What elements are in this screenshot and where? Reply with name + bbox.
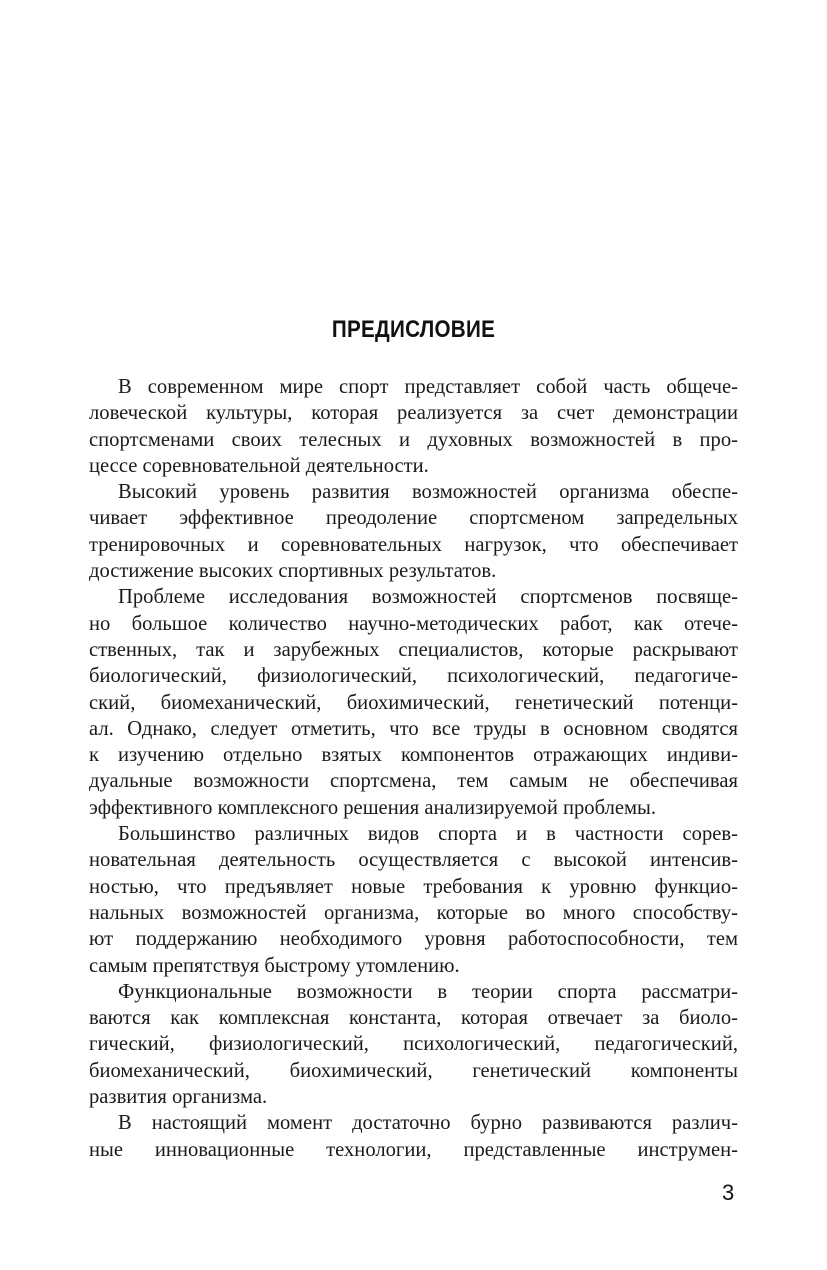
text-line: новательная деятельность осуществляется с высокой интенсив- — [89, 849, 738, 872]
paragraph — [89, 584, 738, 821]
paragraph — [89, 1110, 738, 1163]
text-line: ский, биомеханический, биохимический, генетический потенци- — [89, 691, 738, 714]
text-line: ют поддержанию необходимого уровня работоспособности, тем — [89, 928, 738, 951]
paragraph — [89, 979, 738, 1110]
text-line: биологический, физиологический, психологический, педагогиче- — [89, 665, 738, 688]
body-text — [89, 374, 738, 1163]
text-line: достижение высоких спортивных результатов. — [89, 560, 497, 583]
text-line: чивает эффективное преодоление спортсменом запредельных — [89, 507, 738, 530]
text-line: ностью, что предъявляет новые требования к уровню функцио- — [89, 875, 738, 898]
chapter-title: ПРЕДИСЛОВИЕ — [331, 316, 496, 343]
text-line: развития организма. — [89, 1086, 268, 1109]
text-line: ал. Однако, следует отметить, что все труды в основном сводятся — [89, 717, 738, 740]
text-line: ваются как комплексная константа, которая отвечает за биоло- — [89, 1007, 738, 1030]
text-line: тренировочных и соревновательных нагрузок, что обеспечивает — [89, 533, 738, 556]
text-line: Высокий уровень развития возможностей организма обеспе- — [118, 481, 738, 504]
page-number: 3 — [722, 1180, 735, 1205]
text-line: нальных возможностей организма, которые во много способству- — [89, 901, 738, 924]
text-line: но большое количество научно-методических работ, как отече- — [89, 612, 738, 635]
paragraph — [89, 821, 738, 979]
text-line: Проблеме исследования возможностей спортсменов посвяще- — [118, 586, 738, 609]
text-line: Функциональные возможности в теории спорта рассматри- — [118, 980, 738, 1003]
text-line: гический, физиологический, психологический, педагогический, — [89, 1033, 738, 1056]
text-line: Большинство различных видов спорта и в частности сорев- — [118, 823, 738, 846]
text-line: ловеческой культуры, которая реализуется за счет демонстрации — [89, 402, 738, 425]
text-line: биомеханический, биохимический, генетический компоненты — [89, 1059, 738, 1082]
text-line: дуальные возможности спортсмена, тем самым не обеспечивая — [89, 770, 738, 793]
paragraph — [89, 479, 738, 584]
text-line: ные инновационные технологии, представленные инструмен- — [89, 1138, 738, 1161]
text-line: В настоящий момент достаточно бурно развиваются различ- — [118, 1112, 738, 1135]
paragraph — [89, 374, 738, 479]
text-line: цессе соревновательной деятельности. — [89, 454, 429, 477]
text-line: В современном мире спорт представляет собой часть общече- — [118, 376, 738, 398]
text-line: спортсменами своих телесных и духовных возможностей в про- — [89, 428, 738, 451]
text-line: к изучению отдельно взятых компонентов отражающих индиви- — [89, 744, 738, 767]
text-line: самым препятствуя быстрому утомлению. — [89, 954, 460, 977]
text-line: ственных, так и зарубежных специалистов, которые раскрывают — [89, 638, 738, 661]
text-line: эффективного комплексного решения анализируемой проблемы. — [89, 796, 657, 819]
